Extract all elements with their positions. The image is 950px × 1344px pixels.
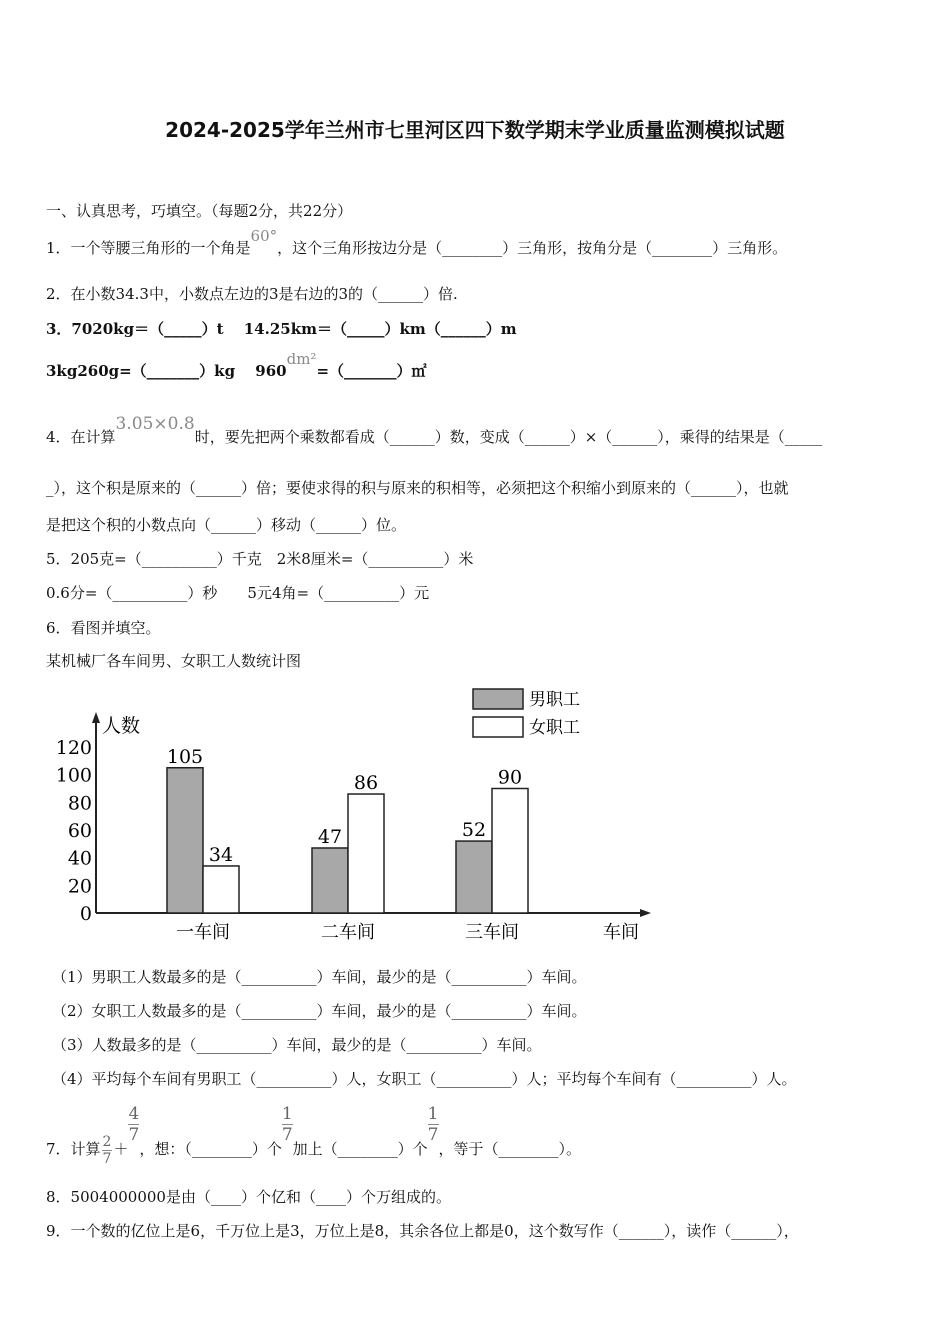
bar-value-label: 86	[353, 772, 379, 795]
q1-text-a: 1．一个等腰三角形的一个角是	[46, 239, 251, 257]
q7-text-d: ，等于（________）。	[438, 1140, 582, 1158]
q4-math: 3.05×0.8	[115, 414, 195, 434]
bar-chart	[40, 680, 680, 950]
q4-text-b: 时，要先把两个乘数都看成（______）数，变成（______）×（______），乘得的结果是（_____	[194, 428, 823, 446]
legend-label: 女职工	[529, 718, 580, 738]
q7-frac-1: $\frac{2}{7}$	[102, 1133, 112, 1167]
q7-frac-3: $\frac{1}{7}$	[281, 1104, 293, 1145]
question-5-line2: 0.6分=（__________）秒 5元4角=（__________）元	[46, 584, 430, 602]
chart-caption: 某机械厂各车间男、女职工人数统计图	[46, 652, 302, 670]
x-tick-label: 二车间	[321, 922, 375, 943]
bar-value-label: 105	[166, 745, 204, 768]
legend-swatch	[473, 717, 523, 737]
y-tick-label: 0	[79, 903, 92, 925]
q3-text-b: =（_______）㎡	[316, 362, 427, 380]
q7-text-c: 加上（________）个	[292, 1140, 428, 1158]
y-tick-label: 20	[67, 875, 92, 898]
q1-text-b: ，这个三角形按边分是（________）三角形，按角分是（________）三角形。	[277, 239, 788, 257]
bar-female	[348, 794, 384, 913]
y-tick-label: 80	[67, 792, 92, 815]
q3-text-a: 3kg260g=（_______）kg 960	[46, 362, 287, 380]
x-tick-label: 一车间	[176, 922, 230, 943]
bar-male	[167, 768, 203, 913]
section1-header: 一、认真思考，巧填空。（每题2分，共22分）	[46, 202, 353, 220]
q7-frac-4: $\frac{1}{7}$	[427, 1104, 439, 1145]
q6-sub-1: （1）男职工人数最多的是（__________）车间，最少的是（__________）车间。	[52, 968, 587, 986]
y-tick-label: 60	[67, 820, 92, 842]
q7-plus: ＋	[113, 1140, 129, 1158]
question-2: 2．在小数34.3中，小数点左边的3是右边的3的（______）倍.	[46, 285, 458, 303]
y-tick-label: 120	[55, 737, 92, 759]
x-axis-label: 车间	[603, 922, 639, 943]
legend-label: 男职工	[529, 690, 580, 710]
q3-unit: dm²	[286, 350, 317, 368]
q7-frac-2: $\frac{4}{7}$	[128, 1104, 140, 1145]
bar-female	[492, 789, 528, 914]
legend-swatch	[473, 689, 523, 709]
question-4-line1	[46, 414, 823, 447]
bar-value-label: 47	[317, 825, 343, 848]
q6-sub-4: （4）平均每个车间有男职工（__________）人，女职工（__________）人；平均每个车间有（__________）人。	[52, 1070, 797, 1088]
bar-value-label: 34	[208, 843, 234, 866]
question-6: 6．看图并填空。	[46, 619, 161, 637]
question-7	[46, 1104, 582, 1167]
bar-value-label: 52	[461, 819, 487, 842]
q1-math: 60°	[250, 227, 278, 245]
question-8: 8．5004000000是由（____）个亿和（____）个万组成的。	[46, 1188, 451, 1206]
question-5-line1: 5．205克=（__________）千克 2米8厘米=（__________）米	[46, 550, 474, 568]
q6-sub-3: （3）人数最多的是（__________）车间，最少的是（__________）车间。	[52, 1036, 542, 1054]
x-tick-label: 三车间	[465, 922, 519, 943]
x-axis-arrow	[640, 909, 651, 917]
bar-male	[456, 841, 492, 913]
question-3-line1: 3．7020kg＝（_____）t 14.25km＝（_____）km（______）m	[46, 320, 517, 338]
bar-value-label: 90	[497, 766, 523, 789]
question-9: 9．一个数的亿位上是6，千万位上是3，万位上是8，其余各位上都是0，这个数写作（______），读作（______），	[46, 1222, 799, 1240]
bar-male	[312, 848, 348, 913]
y-axis-label: 人数	[102, 715, 141, 737]
question-4-line3: 是把这个积的小数点向（______）移动（______）位。	[46, 516, 407, 534]
y-axis-arrow	[92, 712, 100, 723]
q4-text-a: 4．在计算	[46, 428, 116, 446]
y-tick-label: 40	[67, 847, 92, 870]
q7-text-a: 7．计算	[46, 1140, 101, 1158]
bar-female	[203, 866, 239, 913]
y-tick-label: 100	[55, 764, 92, 787]
q6-sub-2: （2）女职工人数最多的是（__________）车间，最少的是（__________）车间。	[52, 1002, 587, 1020]
question-4-line2: _），这个积是原来的（______）倍；要使求得的积与原来的积相等，必须把这个积缩小到原来的（______），也就	[46, 479, 789, 497]
page-title: 2024-2025学年兰州市七里河区四下数学期末学业质量监测模拟试题	[165, 118, 785, 142]
question-1	[46, 227, 788, 258]
q7-text-b: ，想：（________）个	[139, 1140, 282, 1158]
question-3-line2	[46, 350, 427, 381]
